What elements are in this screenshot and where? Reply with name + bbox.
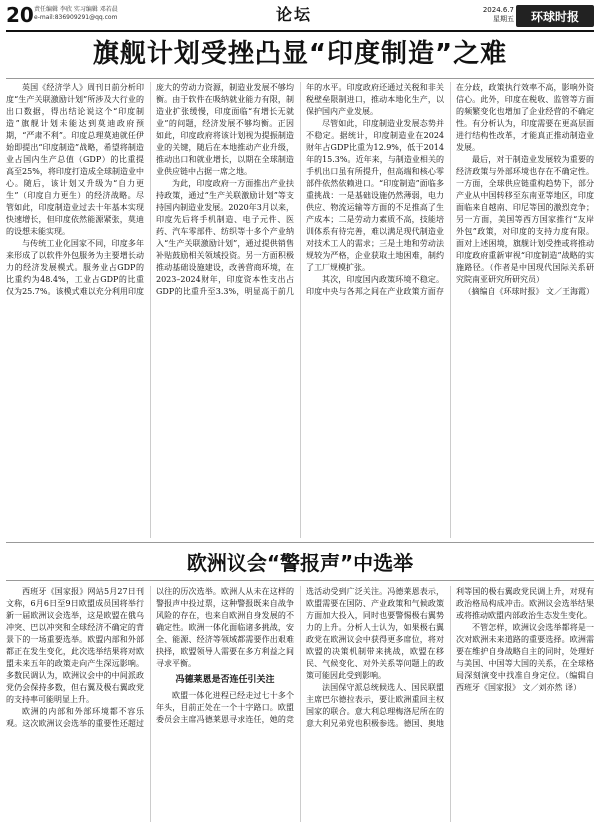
- article1-paragraph: 尽管如此，印度制造业发展态势并不稳定。据统计，印度制造业在2024财年占GDP比重为12.9%，低于2014年的15.3%。近年来，与制造业相关的手机出口虽有所提升，但高端和核心零部件依然依赖进口。“印度制造”面临多重挑战：一是基础设施仍然薄弱，电力供应、物流运输等方面的不足推高了生产成本；二是劳动力素质不高，技能培训体系有待完善，难以满足现代制造业对技术工人的需求；三是土地和劳动法规较为严格，企业获取土地困难，制约了工厂规模扩张。: [306, 119, 444, 272]
- article2-paragraph: 欧洲的内部和外部环境都不容乐观。这次欧洲议会选举的重要性还超过以往的历次选举。欧洲人从未在这样的警报声中投过票，这种警报既来自战争风险的存在，也来自欧洲自身发展的不确定性。欧洲一体化面临诸多挑战，安全、能源、经济等领域都需要作出艰难抉择，欧盟领导人需要在多方利益之间寻求平衡。: [6, 587, 294, 728]
- article2-headline: 欧洲议会“警报声”中选举: [186, 551, 414, 575]
- page-header: [6, 4, 594, 28]
- article1-headline: 旗舰计划受挫凸显“印度制造”之难: [92, 39, 508, 69]
- date-text: 2024.6.7: [482, 6, 514, 14]
- article2-paragraph: 欧盟一体化进程已经走过七十多个年头，目前正处在一个十字路口。欧盟委员会主席冯德莱恩寻求连任，她的竞选活动受到广泛关注。冯德莱恩表示，欧盟需要在国防、产业政策和气候政策方面加大投入，同时也要警惕极右翼势力的上升。分析人士认为，如果极右翼政党在欧洲议会中获得更多席位，将对欧盟的决策机制带来挑战，欧盟在移民、气候变化、对外关系等问题上的政策可能因此受到影响。: [156, 587, 444, 724]
- newspaper-logo: 环球时报: [516, 5, 594, 27]
- divider: [6, 580, 594, 581]
- article2-body: [6, 586, 594, 822]
- article1-body: [6, 82, 594, 538]
- article2-paragraph: 法国保守派总统候选人、国民联盟主席巴尔德拉表示，要让欧洲重回主权国家的联合。意大利总理梅洛尼所在的意大利兄弟党也积极参选。德国、奥地利等国的极右翼政党民调上升，对现有政治格局构成冲击。欧洲议会选举结果或将推动欧盟内部政治生态发生变化。: [306, 587, 594, 728]
- article1-paragraph: 其次，印度国内政策环境不稳定。印度中央与各邦之间在产业政策方面存在分歧，政策执行效率不高，影响外资信心。此外，印度在税收、监管等方面的频繁变化也增加了企业经营的不确定性。有分析认为，印度需要在更高层面进行结构性改革，才能真正推动制造业发展。: [306, 83, 594, 296]
- article2-paragraph: 不管怎样，欧洲议会选举都将是一次对欧洲未来道路的重要选择。欧洲需要在维护自身战略自主的同时，处理好与美国、中国等大国的关系，在全球格局深刻演变中找准自身定位。（编辑自西班牙《国家报》 文／刘亦然 译）: [456, 623, 594, 692]
- issue-date: [458, 6, 514, 24]
- page-number: 20: [6, 3, 34, 27]
- section-title: 论坛: [276, 5, 313, 24]
- divider: [6, 542, 594, 543]
- article1-signature: （摘编自《环球时报》 文／王海霞）: [463, 287, 594, 296]
- divider: [6, 78, 594, 79]
- article2-subheading: 冯德莱恩是否连任引关注: [175, 675, 275, 685]
- header-rule: [6, 30, 594, 32]
- article1-paragraph: 与传统工业化国家不同，印度多年来形成了以软件外包服务为主要增长动力的经济发展模式。服务业占GDP的比重约为48.4%，工业占GDP的比重仅为25.7%。该模式难以充分利用印度庞大的劳动力资源，制造业发展不够均衡。由于软件在吸纳就业能力有限，制造业扩张缓慢，印度面临“有增长无就业”的问题，经济发展不够均衡。正因如此，印度政府将该计划视为提振制造业的关键，随后在本地推动产业升级，推动出口和就业增长，以期在全球制造业供应链中占据一席之地。: [6, 83, 294, 296]
- article2-paragraph: 西班牙《国家报》网站5月27日刊文称，6月6日至9日欧盟成员国将举行新一届欧洲议会选举，这是欧盟在俄乌冲突、巴以冲突和全球经济不确定的背景下的一场重要选举。欧盟内部和外部都正在发生变化，此次选举结果将对欧盟未来五年的政策走向产生深远影响。多数民调认为，欧洲议会中的中间派政党仍会保持多数，但右翼及极右翼政党的支持率可能明显上升。: [6, 587, 144, 704]
- article1-paragraph: 为此，印度政府一方面推出产业扶持政策，通过“生产关联激励计划”等支持国内制造业发展。2020年3月以来，印度先后将手机制造、电子元件、医药、汽车零部件、纺织等十多个产业纳入“生产关联激励计划”，通过提供销售补贴鼓励相关领域投资。另一方面积极推动基础设施建设，改善营商环境，在2023–2024财年，印度资本性支出占GDP的比重升至3.3%，明显高于前几年的水平。印度政府还通过关税和非关税壁垒限制进口，推动本地化生产，以保护国内产业发展。: [156, 83, 444, 296]
- editor-info: 责任编辑 李欣 实习编辑 邓若晨 e-mail:836909291@qq.com: [34, 6, 118, 21]
- article1-paragraph: 英国《经济学人》周刊日前分析印度“生产关联激励计划”所涉及大行业的出口数据，得出结论说这个“印度制造”旗舰计划未能达到莫迪政府预期，“严肃不利”。印度总理莫迪就任伊始即提出“印度制造”战略，希望将制造业占国内生产总值（GDP）的比重提高至25%，将印度打造成全球制造业中心。随后，该计划又升级为“自力更生”（印度自力更生）的经济战略。尽管如此，印度制造业过去十年基本实现快速增长，但印度依然能源紧张，莫迪的设想未能实现。: [6, 83, 144, 236]
- article1-paragraph: 最后，对于制造业发展较为重要的经济政策与外部环境也存在不确定性。一方面，全球供应链重构趋势下，部分产业从中国转移至东南亚等地区，印度面临来自越南、印尼等国的激烈竞争；另一方面，美国等西方国家推行“友岸外包”政策，对印度的支持力度有限。面对上述困境，旗舰计划受挫或将推动印度政府重新审视“印度制造”战略的实施路径。（作者是中国现代国际关系研究院南亚研究所研究员）: [456, 155, 594, 284]
- weekday-text: 星期五: [493, 15, 514, 23]
